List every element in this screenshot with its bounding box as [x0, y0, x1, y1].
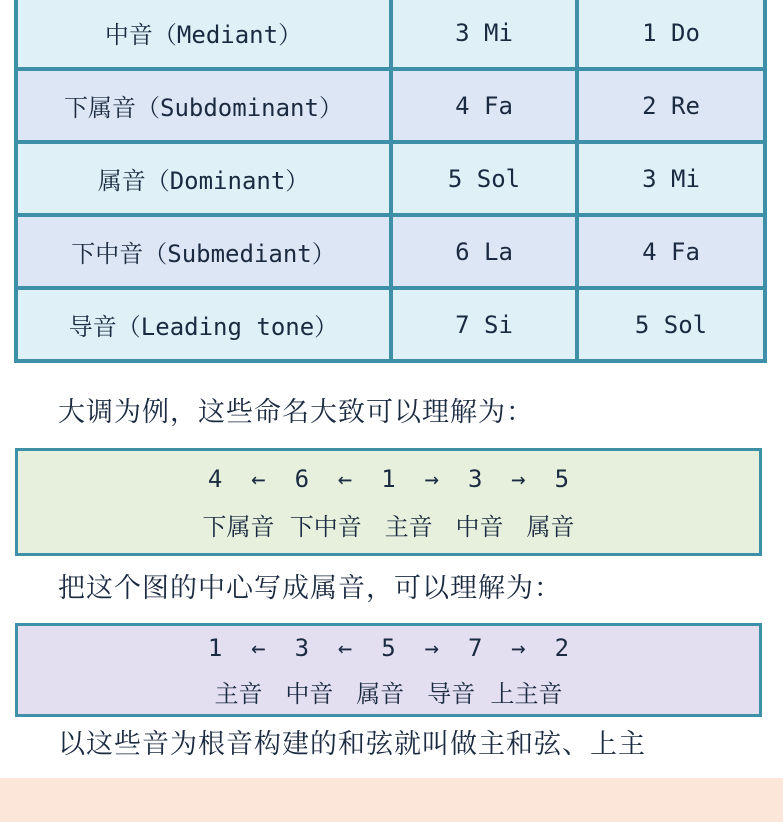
diagram-numbers: 1 ← 3 ← 5 → 7 → 2	[207, 634, 570, 662]
note-band	[0, 778, 783, 822]
degree-name-cell: 属音（Dominant）	[16, 142, 391, 215]
major-solfege-cell: 7 Si	[391, 288, 577, 361]
diagram-numbers: 4 ← 6 ← 1 → 3 → 5	[207, 465, 570, 493]
diagram-degree-names: 主音 中音 属音 导音 上主音	[214, 680, 563, 708]
major-solfege-cell: 5 Sol	[391, 142, 577, 215]
paragraph-chords: 以这些音为根音构建的和弦就叫做主和弦、上主	[58, 729, 646, 760]
table-row	[16, 288, 765, 361]
major-solfege-cell: 3 Mi	[391, 0, 577, 69]
paragraph-major-example: 大调为例，这些命名大致可以理解为：	[58, 397, 534, 428]
degree-name-cell: 导音（Leading tone）	[16, 288, 391, 361]
minor-solfege-cell: 3 Mi	[577, 142, 765, 215]
minor-solfege-cell: 2 Re	[577, 69, 765, 142]
table-row	[16, 69, 765, 142]
major-degree-diagram	[15, 448, 762, 556]
degree-name-cell: 下属音（Subdominant）	[16, 69, 391, 142]
major-solfege-cell: 6 La	[391, 215, 577, 288]
dominant-degree-diagram	[15, 623, 762, 717]
degree-name-cell: 下中音（Submediant）	[16, 215, 391, 288]
minor-solfege-cell: 1 Do	[577, 0, 765, 69]
paragraph-dominant-center: 把这个图的中心写成属音，可以理解为：	[58, 573, 562, 604]
minor-solfege-cell: 4 Fa	[577, 215, 765, 288]
table-row	[16, 142, 765, 215]
table-row	[16, 0, 765, 69]
degree-name-cell: 中音（Mediant）	[16, 0, 391, 69]
minor-solfege-cell: 5 Sol	[577, 288, 765, 361]
major-solfege-cell: 4 Fa	[391, 69, 577, 142]
scale-degree-table	[14, 0, 767, 363]
diagram-degree-names: 下属音 下中音 主音 中音 属音	[202, 513, 575, 541]
table-row	[16, 215, 765, 288]
